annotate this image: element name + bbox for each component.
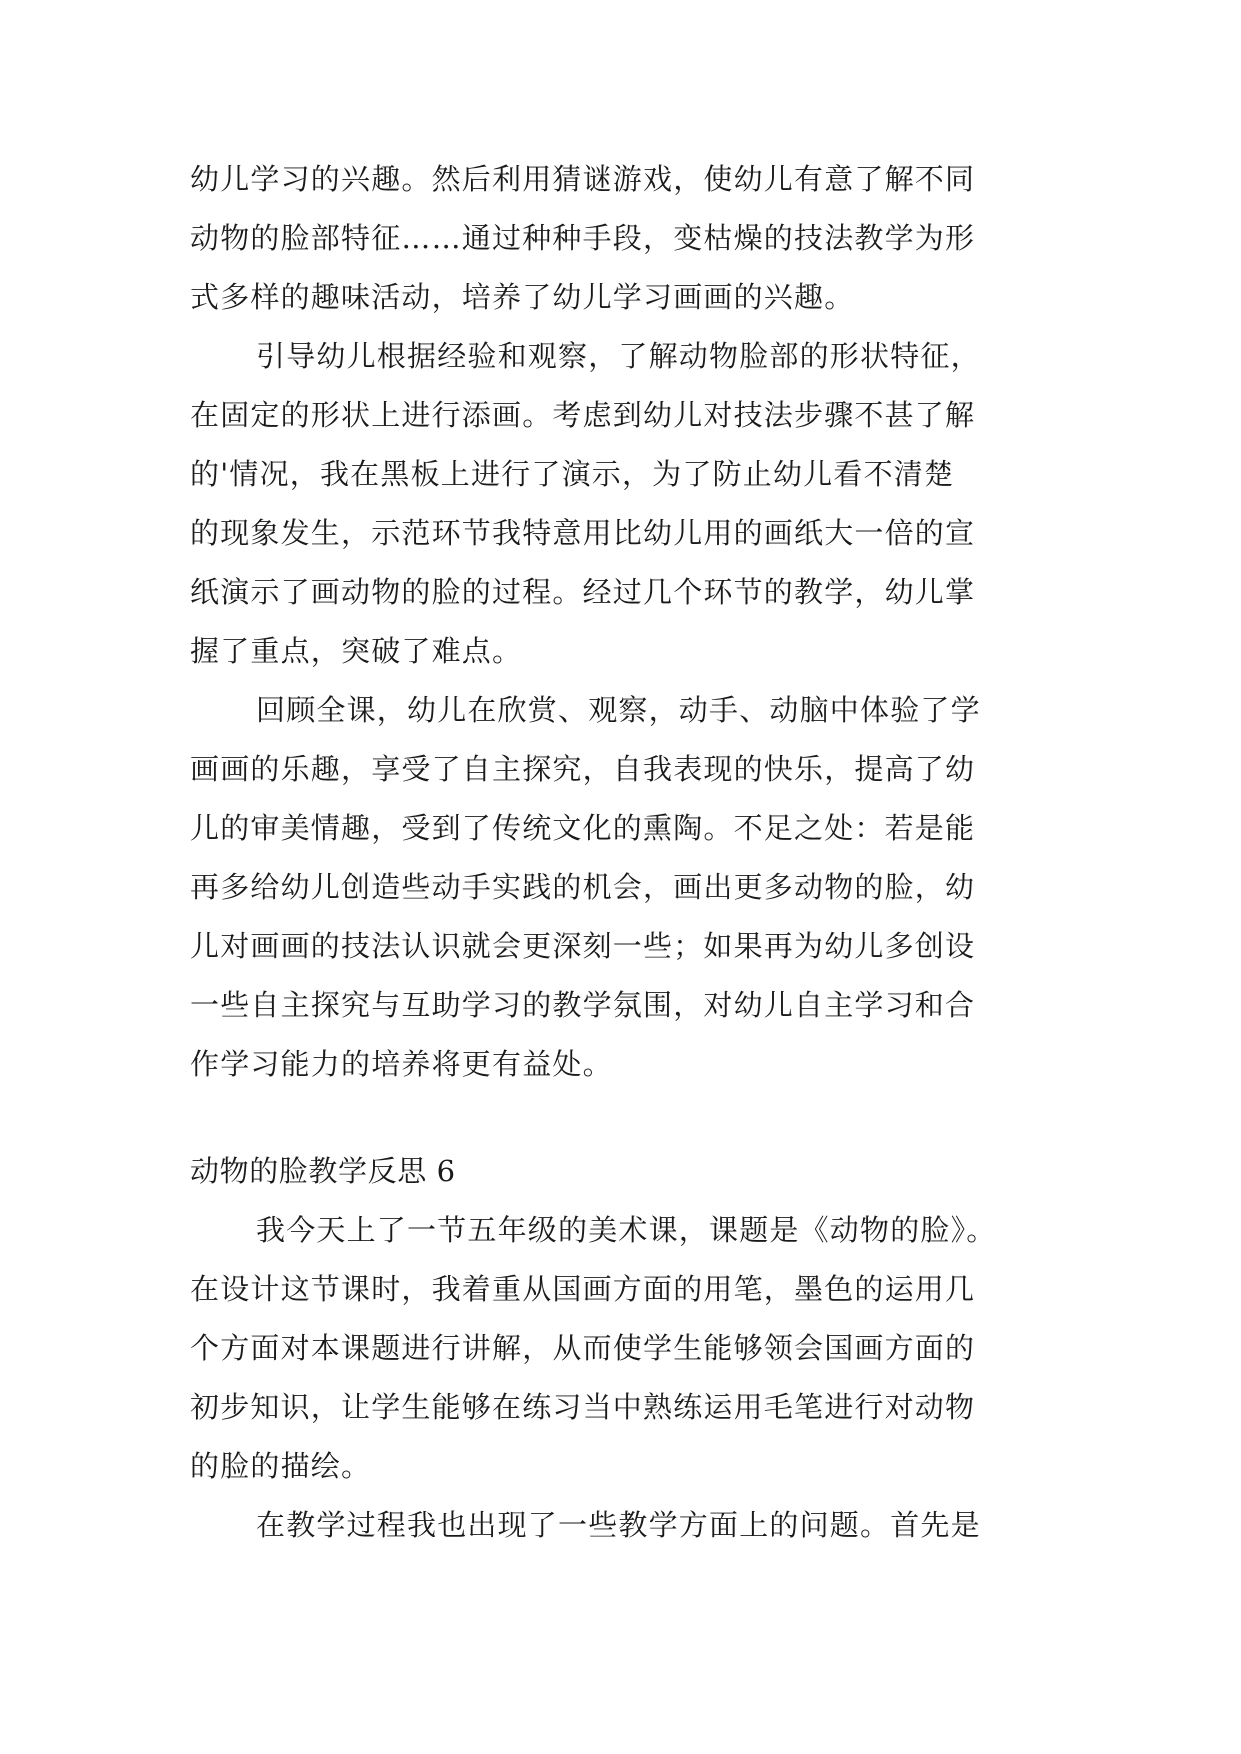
- text-line: 的现象发生，示范环节我特意用比幼儿用的画纸大一倍的宣: [190, 516, 976, 550]
- text-line: 在固定的形状上进行添画。考虑到幼儿对技法步骤不甚了解: [190, 398, 976, 432]
- text-line: 的'情况，我在黑板上进行了演示，为了防止幼儿看不清楚: [190, 457, 955, 491]
- text-line: 儿对画画的技法认识就会更深刻一些；如果再为幼儿多创设: [190, 929, 976, 963]
- text-line: 的脸的描绘。: [190, 1449, 372, 1483]
- text-line: 在教学过程我也出现了一些教学方面上的问题。首先是: [256, 1508, 981, 1542]
- section-heading: 动物的脸教学反思 6: [190, 1154, 456, 1188]
- text-line: 式多样的趣味活动，培养了幼儿学习画画的兴趣。: [190, 280, 855, 314]
- text-line: 一些自主探究与互助学习的教学氛围，对幼儿自主学习和合: [190, 988, 976, 1022]
- text-line: 初步知识，让学生能够在练习当中熟练运用毛笔进行对动物: [190, 1390, 976, 1424]
- text-line: 在设计这节课时，我着重从国画方面的用笔，墨色的运用几: [190, 1272, 976, 1306]
- paragraph-4: [190, 1201, 1070, 1496]
- text-line: 回顾全课，幼儿在欣赏、观察，动手、动脑中体验了学: [256, 693, 981, 727]
- text-line: 再多给幼儿创造些动手实践的机会，画出更多动物的脸，幼: [190, 870, 976, 904]
- text-line: 纸演示了画动物的脸的过程。经过几个环节的教学，幼儿掌: [190, 575, 976, 609]
- text-line: 握了重点，突破了难点。: [190, 634, 523, 668]
- text-line: 我今天上了一节五年级的美术课，课题是《动物的脸》。: [256, 1213, 997, 1247]
- document-body: [190, 150, 1070, 1555]
- paragraph-3: [190, 681, 1070, 1094]
- text-line: 幼儿学习的兴趣。然后利用猜谜游戏，使幼儿有意了解不同: [190, 162, 976, 196]
- text-line: 画画的乐趣，享受了自主探究，自我表现的快乐，提高了幼: [190, 752, 976, 786]
- text-line: 儿的审美情趣，受到了传统文化的熏陶。不足之处：若是能: [190, 811, 976, 845]
- text-line: 动物的脸部特征……通过种种手段，变枯燥的技法教学为形: [190, 221, 976, 255]
- text-line: 作学习能力的培养将更有益处。: [190, 1047, 613, 1081]
- text-line: 个方面对本课题进行讲解，从而使学生能够领会国画方面的: [190, 1331, 976, 1365]
- paragraph-2: [190, 327, 1070, 681]
- text-line: 引导幼儿根据经验和观察，了解动物脸部的形状特征，: [256, 339, 981, 373]
- paragraph-1: [190, 150, 1070, 327]
- paragraph-5: [190, 1496, 1070, 1555]
